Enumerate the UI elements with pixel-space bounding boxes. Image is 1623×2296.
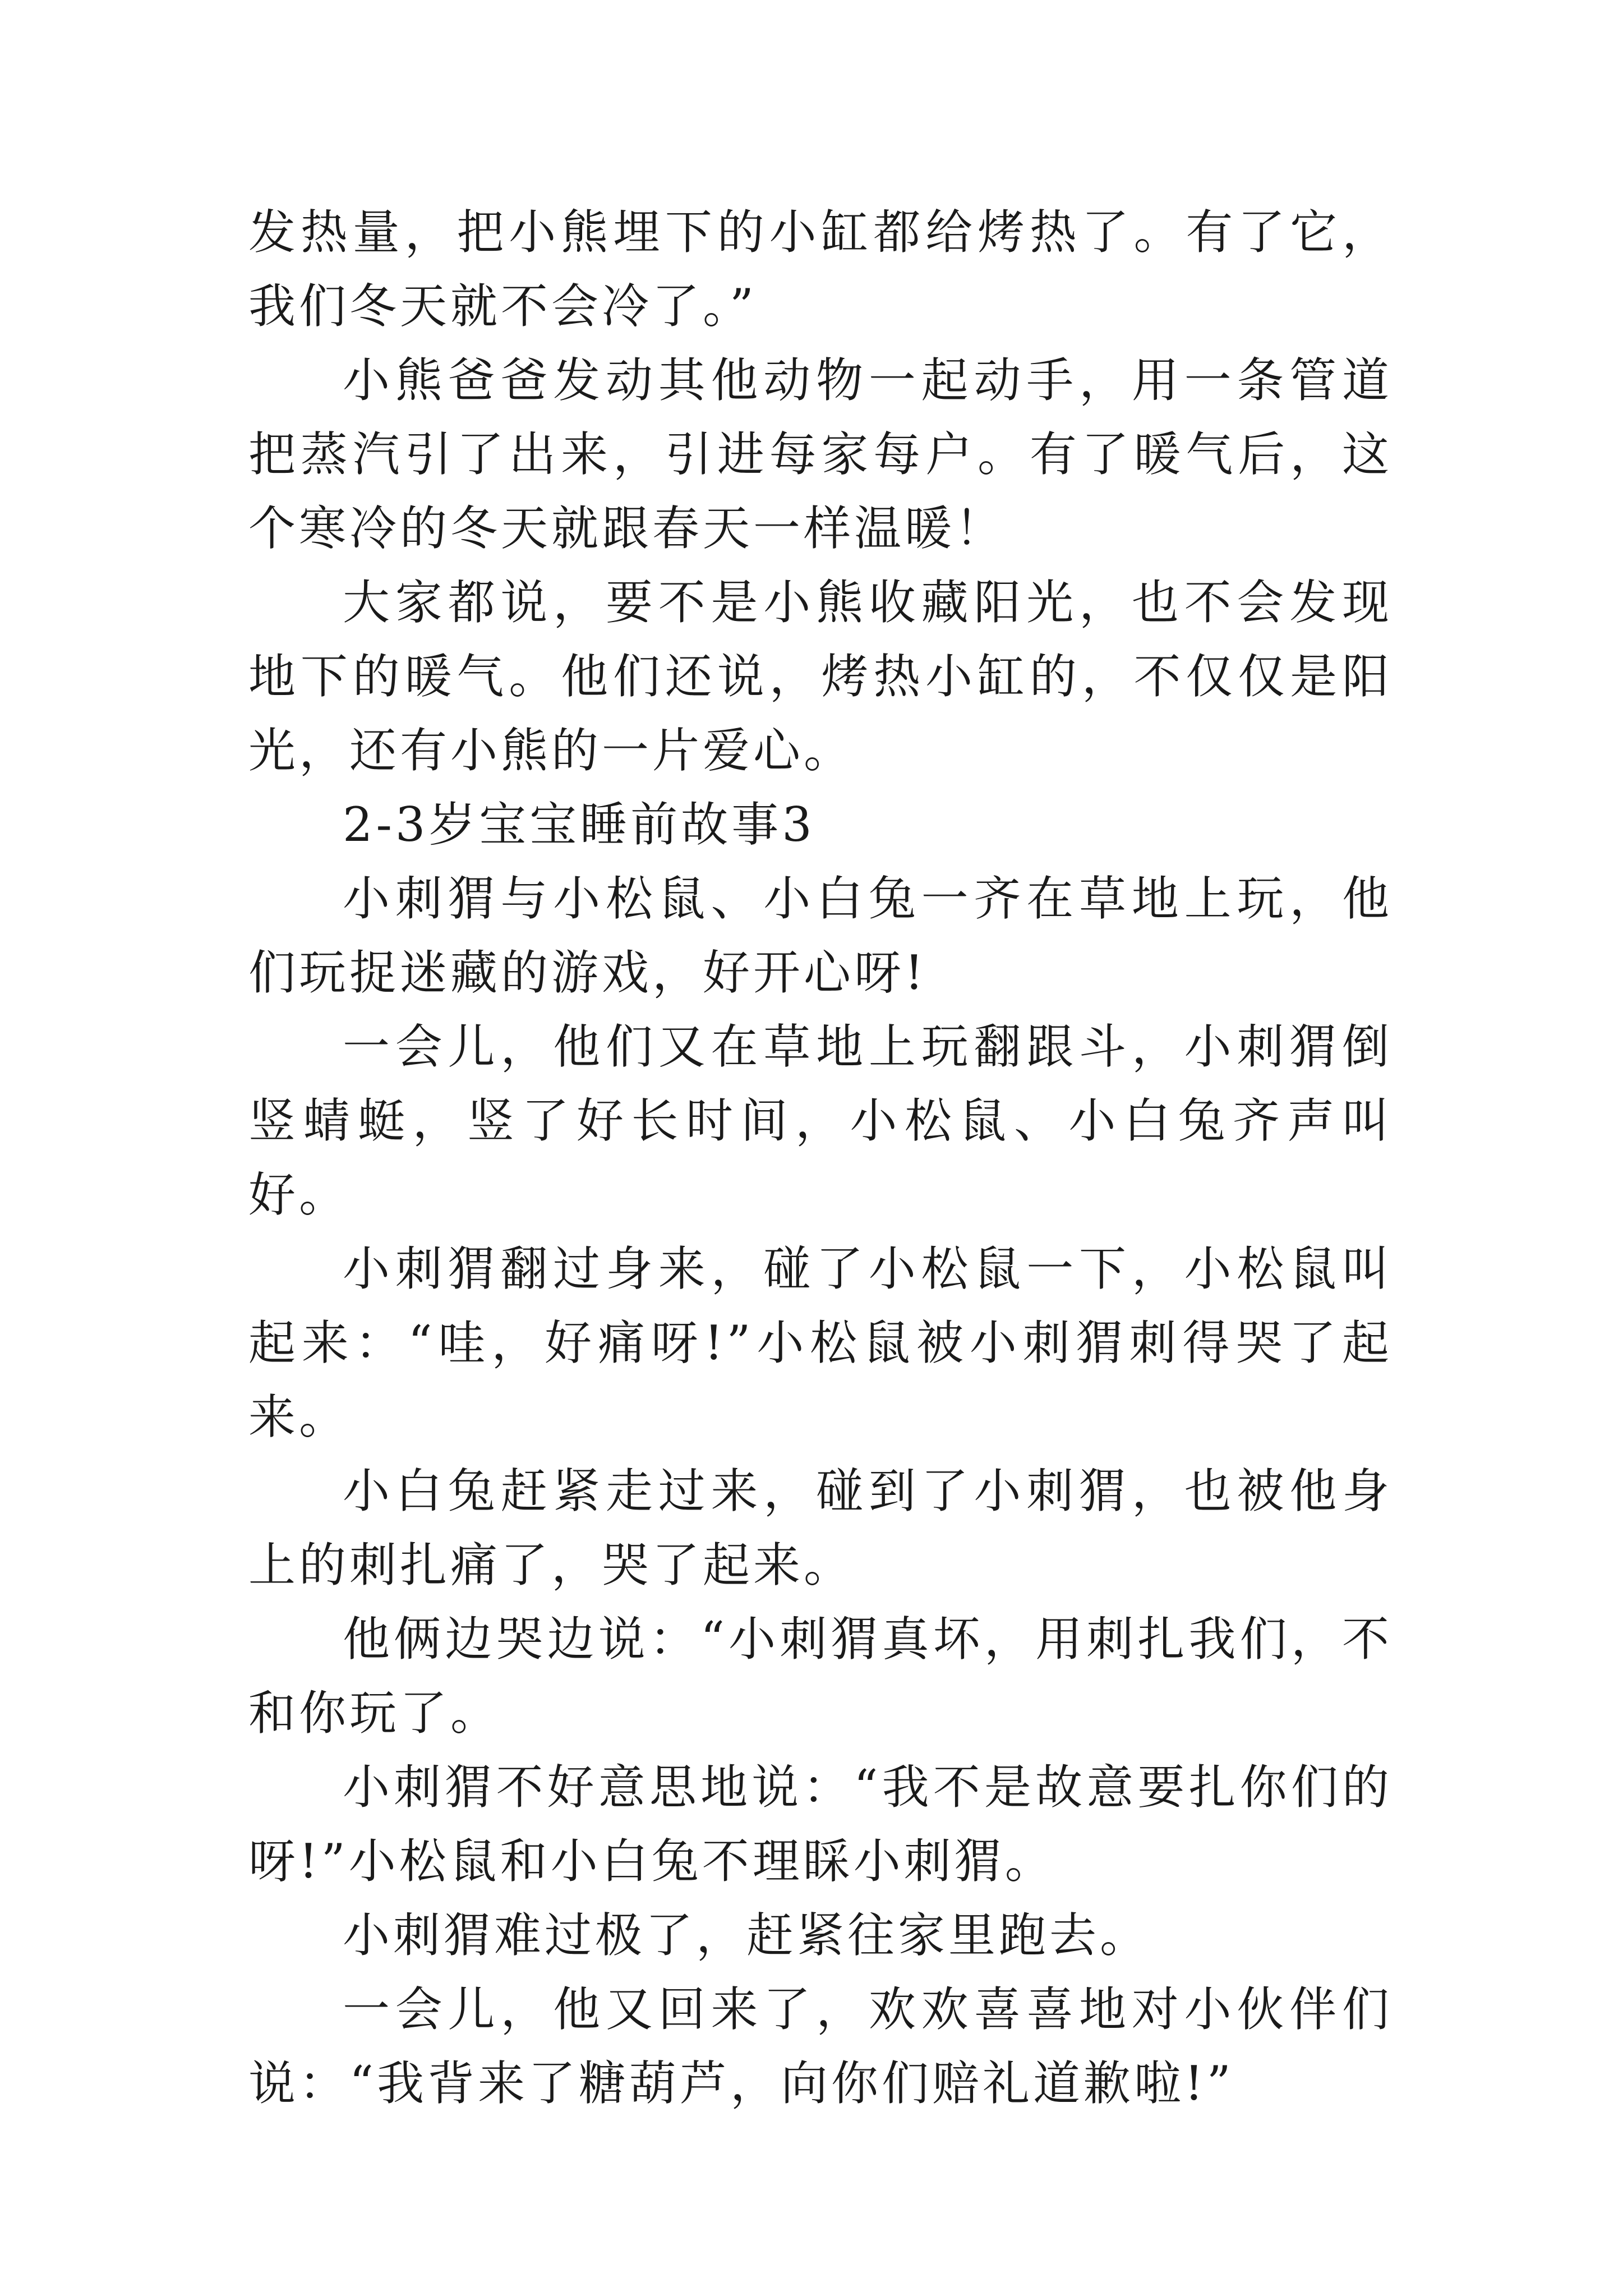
paragraph: 小白兔赶紧走过来，碰到了小刺猬，也被他身上的刺扎痛了，哭了起来。 <box>248 1464 1393 1593</box>
paragraph: 他俩边哭边说：“小刺猬真坏，用刺扎我们，不和你玩了。 <box>248 1612 1393 1741</box>
paragraph: 小刺猬不好意思地说：“我不是故意要扎你们的呀!”小松鼠和小白兔不理睬小刺猬。 <box>248 1760 1393 1889</box>
paragraph: 小刺猬与小松鼠、小白兔一齐在草地上玩，他们玩捉迷藏的游戏，好开心呀! <box>248 871 1393 1000</box>
story-heading: 2-3岁宝宝睡前故事3 <box>343 797 815 852</box>
paragraph: 小熊爸爸发动其他动物一起动手，用一条管道把蒸汽引了出来，引进每家每户。有了暖气后，这个寒冷的冬天就跟春天一样温暖！ <box>248 353 1393 556</box>
paragraph: 一会儿，他们又在草地上玩翻跟斗，小刺猬倒竖蜻蜓，竖了好长时间，小松鼠、小白兔齐声叫好。 <box>248 1019 1393 1222</box>
paragraph: 一会儿，他又回来了，欢欢喜喜地对小伙伴们说：“我背来了糖葫芦，向你们赔礼道歉啦!” <box>248 1982 1393 2111</box>
story-text <box>248 195 1393 2120</box>
paragraph: 大家都说，要不是小熊收藏阳光，也不会发现地下的暖气。他们还说，烤热小缸的，不仅仅是阳光，还有小熊的一片爱心。 <box>248 575 1393 778</box>
paragraph: 小刺猬难过极了，赶紧往家里跑去。 <box>343 1908 1151 1963</box>
paragraph: 小刺猬翻过身来，碰了小松鼠一下，小松鼠叫起来：“哇，好痛呀!”小松鼠被小刺猬刺得哭了起来。 <box>248 1241 1393 1444</box>
paragraph: 发热量，把小熊埋下的小缸都给烤热了。有了它，我们冬天就不会冷了。” <box>248 205 1393 334</box>
